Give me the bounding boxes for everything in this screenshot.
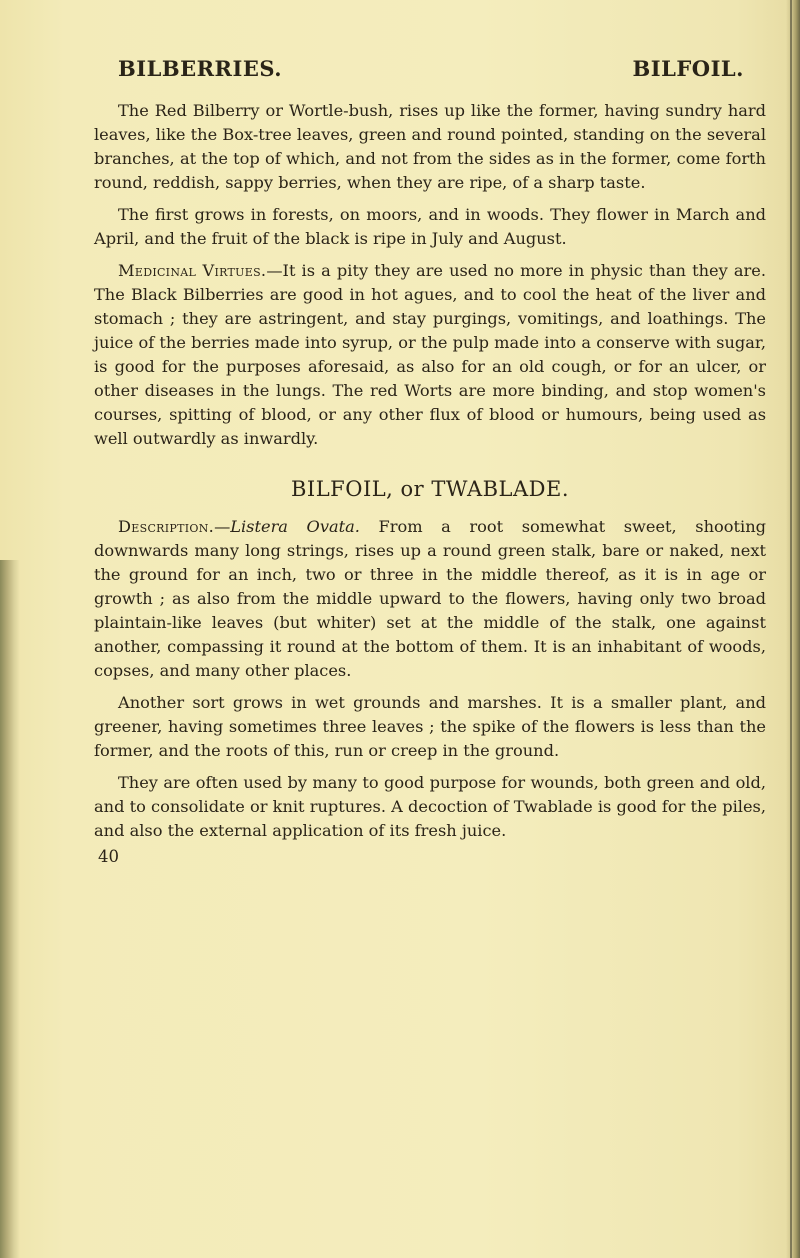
description-text: From a root somewhat sweet, shooting downwards many long strings, rises up a round green stalk, bare or naked, next the ground for an inch, two or three in the middle thereof, as it is in age or growth ; as also from the middle upward to the flowers, having only two broad plaintain-like leaves (but whiter) set at the middle of the stalk, one against another, compassing it round at the bottom of them. It is an inhabitant of woods, copses, and many other places. <box>94 517 766 680</box>
paragraph-uses: They are often used by many to good purpose for wounds, both green and old, and to consolidate or knit ruptures. A decoction of Twablade is good for the piles, and also the external application of its fresh juice. <box>94 773 766 840</box>
description-label: Description. <box>118 517 215 536</box>
description-dash: — <box>214 517 231 536</box>
medicinal-virtues-text: —It is a pity they are used no more in physic than they are. The Black Bilberries are good in hot agues, and to cool the heat of the liver and stomach ; they are astringent, and stay purgings, vomitings, and loathings. The juice of the berries made into syrup, or the pulp made into a conserve with sugar, is good for the purposes aforesaid, as also for an old cough, or for an ulcer, or other diseases in the lungs. The red Worts are more binding, and stop women's courses, spitting of blood, or any other flux of blood or humours, being used as well outwardly as inwardly. <box>94 261 766 448</box>
page-edge-line <box>790 0 792 1258</box>
medicinal-virtues-label: Medicinal Virtues. <box>118 261 267 280</box>
paragraph-habitat: The first grows in forests, on moors, and in woods. They flower in March and April, and the fruit of the black is ripe in July and August. <box>94 205 766 248</box>
page-edge <box>786 0 800 1258</box>
paragraph-description <box>94 515 766 683</box>
bilfoil-text <box>94 515 766 843</box>
paragraph-another-sort: Another sort grows in wet grounds and marshes. It is a smaller plant, and greener, having sometimes three leaves ; the spike of the flowers is less than the former, and the roots of this, run or creep in the ground. <box>94 693 766 760</box>
running-head-left: BILBERRIES. <box>118 56 283 81</box>
running-head <box>118 56 744 81</box>
paragraph-medicinal-virtues <box>94 259 766 451</box>
section-title: BILFOIL, or TWABLADE. <box>290 477 569 501</box>
paragraph-red-bilberry: The Red Bilberry or Wortle-bush, rises up like the former, having sundry hard leaves, like the Box-tree leaves, green and round pointed, standing on the several branches, at the top of which, and not from the sides as in the former, come forth round, reddish, sappy berries, when they are ripe, of a sharp taste. <box>94 101 766 192</box>
running-head-right: BILFOIL. <box>632 56 744 81</box>
page-number: 40 <box>98 847 119 866</box>
binding-gutter <box>0 560 20 1258</box>
latin-name: Listera Ovata. <box>230 517 360 536</box>
page-content <box>94 56 766 866</box>
body-text <box>94 99 766 451</box>
